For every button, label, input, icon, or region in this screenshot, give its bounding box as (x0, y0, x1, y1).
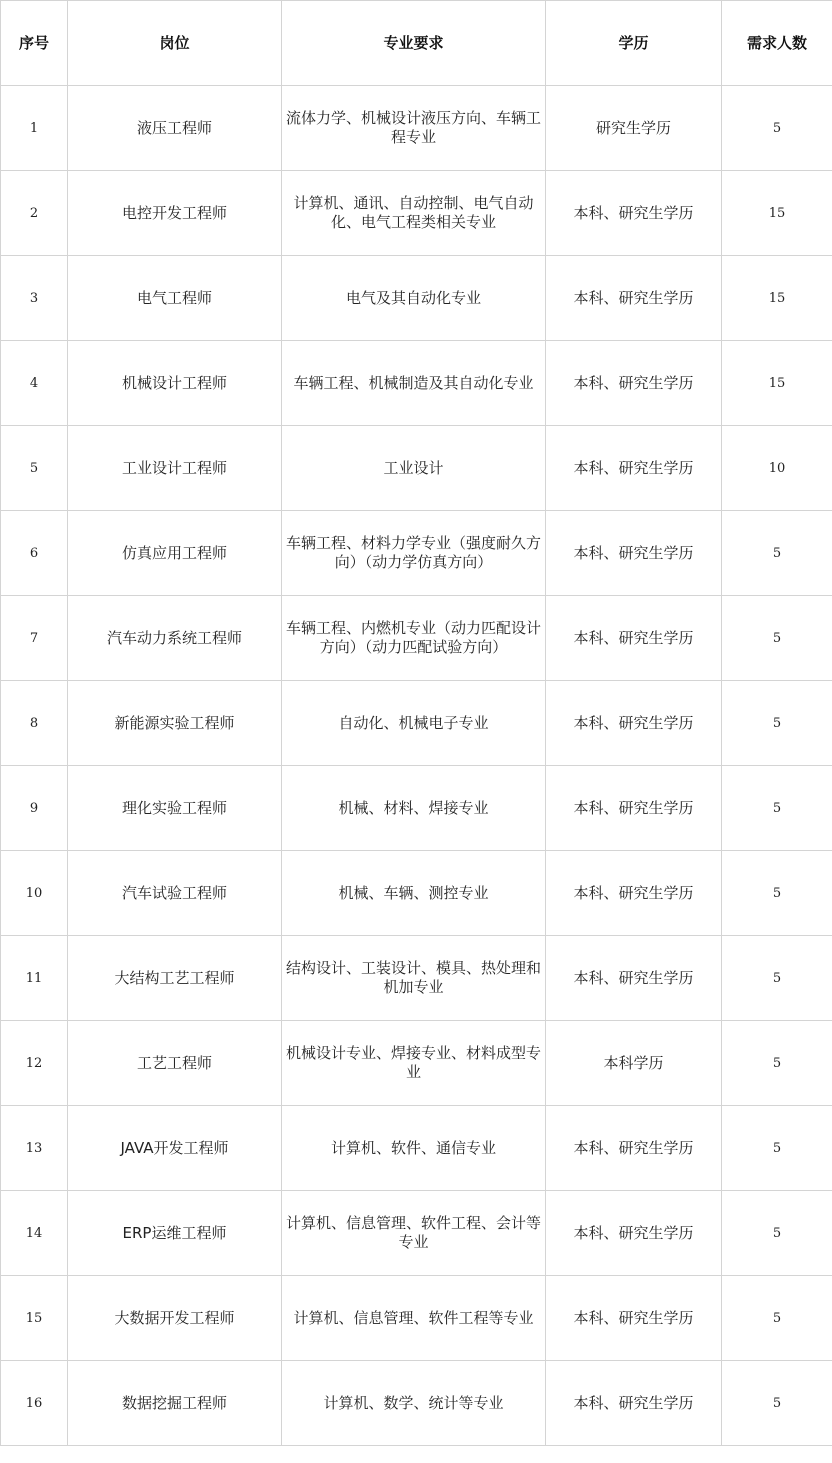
cell-education: 本科、研究生学历 (546, 511, 722, 596)
cell-position: 工业设计工程师 (68, 426, 282, 511)
cell-major: 流体力学、机械设计液压方向、车辆工程专业 (282, 86, 546, 171)
cell-position: 大结构工艺工程师 (68, 936, 282, 1021)
cell-education: 本科、研究生学历 (546, 596, 722, 681)
cell-seq: 13 (1, 1106, 68, 1191)
cell-headcount: 5 (722, 936, 832, 1021)
cell-position: 新能源实验工程师 (68, 681, 282, 766)
table-row (1, 596, 832, 681)
cell-headcount: 15 (722, 256, 832, 341)
table-row (1, 1276, 832, 1361)
cell-major: 自动化、机械电子专业 (282, 681, 546, 766)
cell-headcount: 5 (722, 86, 832, 171)
cell-position: ERP运维工程师 (68, 1191, 282, 1276)
header-headcount: 需求人数 (722, 1, 832, 86)
cell-education: 本科、研究生学历 (546, 426, 722, 511)
cell-seq: 6 (1, 511, 68, 596)
table-row (1, 86, 832, 171)
cell-education: 本科、研究生学历 (546, 851, 722, 936)
cell-seq: 14 (1, 1191, 68, 1276)
cell-education: 本科、研究生学历 (546, 171, 722, 256)
cell-major: 电气及其自动化专业 (282, 256, 546, 341)
cell-position: 汽车动力系统工程师 (68, 596, 282, 681)
cell-headcount: 5 (722, 766, 832, 851)
cell-education: 本科、研究生学历 (546, 1106, 722, 1191)
cell-education: 本科、研究生学历 (546, 936, 722, 1021)
cell-major: 计算机、通讯、自动控制、电气自动化、电气工程类相关专业 (282, 171, 546, 256)
cell-major: 机械设计专业、焊接专业、材料成型专业 (282, 1021, 546, 1106)
table-row (1, 511, 832, 596)
cell-position: 机械设计工程师 (68, 341, 282, 426)
cell-education: 本科学历 (546, 1021, 722, 1106)
cell-position: 工艺工程师 (68, 1021, 282, 1106)
cell-position: 仿真应用工程师 (68, 511, 282, 596)
cell-education: 本科、研究生学历 (546, 256, 722, 341)
cell-headcount: 5 (722, 681, 832, 766)
cell-seq: 8 (1, 681, 68, 766)
table-row (1, 341, 832, 426)
cell-seq: 1 (1, 86, 68, 171)
cell-headcount: 15 (722, 171, 832, 256)
cell-education: 本科、研究生学历 (546, 1276, 722, 1361)
header-education: 学历 (546, 1, 722, 86)
table-row (1, 1021, 832, 1106)
cell-major: 车辆工程、材料力学专业（强度耐久方向）（动力学仿真方向） (282, 511, 546, 596)
cell-major: 计算机、软件、通信专业 (282, 1106, 546, 1191)
table-row (1, 936, 832, 1021)
cell-major: 机械、车辆、测控专业 (282, 851, 546, 936)
table-row (1, 1361, 832, 1446)
table-row (1, 766, 832, 851)
cell-headcount: 5 (722, 1361, 832, 1446)
table-header-row (1, 1, 832, 86)
cell-position: 电气工程师 (68, 256, 282, 341)
table-row (1, 171, 832, 256)
table-row (1, 426, 832, 511)
header-seq: 序号 (1, 1, 68, 86)
cell-headcount: 10 (722, 426, 832, 511)
cell-seq: 10 (1, 851, 68, 936)
cell-major: 计算机、信息管理、软件工程等专业 (282, 1276, 546, 1361)
cell-position: JAVA开发工程师 (68, 1106, 282, 1191)
cell-seq: 5 (1, 426, 68, 511)
header-position: 岗位 (68, 1, 282, 86)
cell-seq: 7 (1, 596, 68, 681)
cell-headcount: 5 (722, 511, 832, 596)
cell-major: 车辆工程、机械制造及其自动化专业 (282, 341, 546, 426)
cell-major: 车辆工程、内燃机专业（动力匹配设计方向）（动力匹配试验方向） (282, 596, 546, 681)
cell-education: 本科、研究生学历 (546, 1361, 722, 1446)
cell-headcount: 5 (722, 1021, 832, 1106)
cell-headcount: 5 (722, 1276, 832, 1361)
cell-seq: 15 (1, 1276, 68, 1361)
cell-position: 液压工程师 (68, 86, 282, 171)
cell-major: 计算机、信息管理、软件工程、会计等专业 (282, 1191, 546, 1276)
cell-major: 计算机、数学、统计等专业 (282, 1361, 546, 1446)
cell-position: 理化实验工程师 (68, 766, 282, 851)
cell-major: 结构设计、工装设计、模具、热处理和机加专业 (282, 936, 546, 1021)
cell-headcount: 5 (722, 1191, 832, 1276)
cell-seq: 12 (1, 1021, 68, 1106)
cell-seq: 4 (1, 341, 68, 426)
header-major: 专业要求 (282, 1, 546, 86)
cell-education: 本科、研究生学历 (546, 1191, 722, 1276)
cell-education: 研究生学历 (546, 86, 722, 171)
cell-seq: 3 (1, 256, 68, 341)
cell-seq: 9 (1, 766, 68, 851)
cell-seq: 16 (1, 1361, 68, 1446)
table-row (1, 256, 832, 341)
cell-headcount: 15 (722, 341, 832, 426)
cell-position: 数据挖掘工程师 (68, 1361, 282, 1446)
table-row (1, 1191, 832, 1276)
cell-headcount: 5 (722, 596, 832, 681)
cell-seq: 2 (1, 171, 68, 256)
cell-education: 本科、研究生学历 (546, 766, 722, 851)
cell-position: 汽车试验工程师 (68, 851, 282, 936)
cell-major: 机械、材料、焊接专业 (282, 766, 546, 851)
cell-position: 电控开发工程师 (68, 171, 282, 256)
table-row (1, 681, 832, 766)
cell-major: 工业设计 (282, 426, 546, 511)
cell-headcount: 5 (722, 851, 832, 936)
cell-seq: 11 (1, 936, 68, 1021)
table-row (1, 1106, 832, 1191)
cell-education: 本科、研究生学历 (546, 681, 722, 766)
cell-position: 大数据开发工程师 (68, 1276, 282, 1361)
table-row (1, 851, 832, 936)
cell-headcount: 5 (722, 1106, 832, 1191)
cell-education: 本科、研究生学历 (546, 341, 722, 426)
